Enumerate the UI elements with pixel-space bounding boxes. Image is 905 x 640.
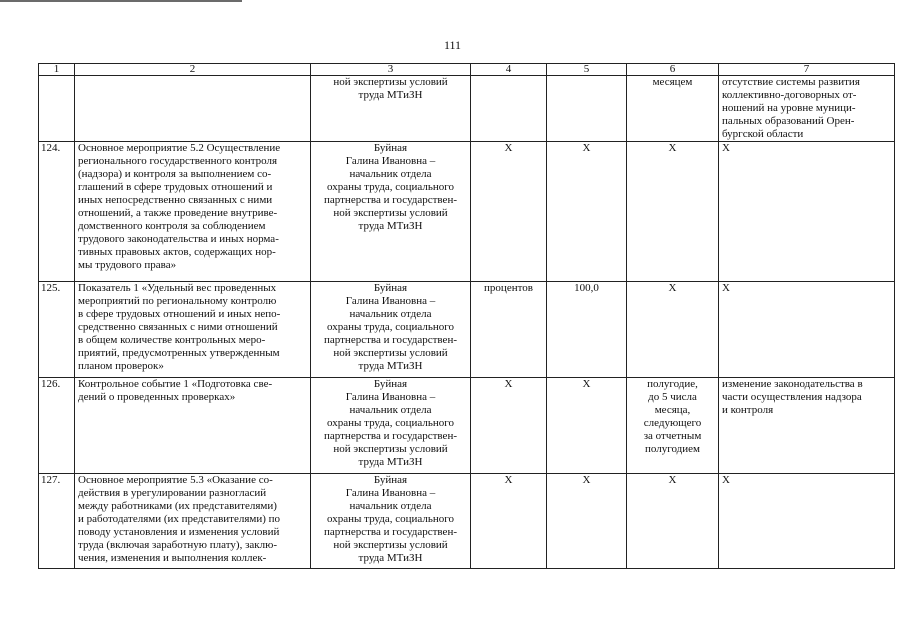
table-row bbox=[39, 474, 895, 569]
cell-text-line: месяцем bbox=[652, 76, 693, 88]
cell-text-line: Х bbox=[668, 474, 677, 486]
cell-text-line: Галина Ивановна – bbox=[345, 391, 436, 403]
cell-text-line: Буйная bbox=[373, 378, 408, 390]
description-cell bbox=[75, 282, 311, 378]
row-number-cell bbox=[39, 76, 75, 142]
row-number-cell: 127. bbox=[39, 474, 75, 569]
responsible-cell bbox=[311, 378, 471, 474]
column-header: 4 bbox=[471, 64, 547, 76]
cell-text-line: начальник отдела bbox=[349, 308, 432, 320]
cell-text-line: Х bbox=[668, 282, 677, 294]
cell-text-line: Контрольное событие 1 «Подготовка све- bbox=[78, 378, 273, 390]
cell-text-line: Основное мероприятие 5.3 «Оказание со- bbox=[78, 474, 273, 486]
cell-text-line: труда МТиЗН bbox=[358, 456, 423, 468]
cell-text-line: иных непосредственно связанных с ними bbox=[78, 194, 273, 206]
page-number: 111 bbox=[443, 38, 462, 52]
top-rule bbox=[0, 0, 242, 2]
cell-text-line: чения, изменения и выполнения коллек- bbox=[78, 552, 267, 564]
cell-text-line: партнерства и государствен- bbox=[324, 526, 457, 538]
cell-text-line: труда МТиЗН bbox=[358, 552, 423, 564]
risks-cell bbox=[719, 378, 895, 474]
cell-text-line: пальных образований Орен- bbox=[722, 115, 855, 127]
cell-text-line: отношений, а также проведение внутриве- bbox=[78, 207, 278, 219]
deadline-cell bbox=[627, 378, 719, 474]
table-row bbox=[39, 378, 895, 474]
cell-text-line: части осуществления надзора bbox=[722, 391, 862, 403]
cell-text-line: приятий, предусмотренных утвержденным bbox=[78, 347, 280, 359]
cell-text-line: партнерства и государствен- bbox=[324, 194, 457, 206]
cell-text-line: ной экспертизы условий bbox=[333, 347, 448, 359]
cell-text-line: за отчетным bbox=[643, 430, 702, 442]
cell-text-line: в общем количестве контрольных меро- bbox=[78, 334, 266, 346]
cell-text-line: Х bbox=[582, 142, 591, 154]
cell-text-line: начальник отдела bbox=[349, 500, 432, 512]
cell-text-line: и работодателями (их представителями) по bbox=[78, 513, 281, 525]
cell-text-line: мы трудового права» bbox=[78, 259, 177, 271]
table-row bbox=[39, 282, 895, 378]
cell-text-line: дений о проведенных проверках» bbox=[78, 391, 236, 403]
value-cell bbox=[547, 474, 627, 569]
cell-text-line: Х bbox=[582, 474, 591, 486]
risks-cell bbox=[719, 142, 895, 282]
value-cell bbox=[547, 76, 627, 142]
row-number-cell: 124. bbox=[39, 142, 75, 282]
cell-text-line: полугодие, bbox=[647, 378, 698, 390]
cell-text-line: трудового законодательства и иных норма- bbox=[78, 233, 279, 245]
unit-cell bbox=[471, 474, 547, 569]
column-header: 5 bbox=[547, 64, 627, 76]
cell-text-line: начальник отдела bbox=[349, 168, 432, 180]
description-cell bbox=[75, 378, 311, 474]
cell-text-line: Х bbox=[582, 378, 591, 390]
column-header: 2 bbox=[75, 64, 311, 76]
cell-text-line: действия в урегулировании разногласий bbox=[78, 487, 267, 499]
cell-text-line: тивных правовых актов, содержащих нор- bbox=[78, 246, 276, 258]
cell-text-line: труда МТиЗН bbox=[358, 89, 423, 101]
cell-text-line: ной экспертизы условий bbox=[333, 207, 448, 219]
cell-text-line: средственно связанных с ними отношений bbox=[78, 321, 278, 333]
cell-text-line: ношений на уровне муници- bbox=[722, 102, 856, 114]
cell-text-line: ной экспертизы условий bbox=[333, 443, 448, 455]
value-cell bbox=[547, 378, 627, 474]
deadline-cell bbox=[627, 474, 719, 569]
deadline-cell bbox=[627, 76, 719, 142]
cell-text-line: Х bbox=[504, 142, 513, 154]
cell-text-line: Х bbox=[504, 378, 513, 390]
cell-text-line: бургской области bbox=[722, 128, 804, 140]
responsible-cell bbox=[311, 282, 471, 378]
column-header: 3 bbox=[311, 64, 471, 76]
table-body bbox=[39, 76, 895, 569]
cell-text-line: Буйная bbox=[373, 474, 408, 486]
responsible-cell bbox=[311, 474, 471, 569]
cell-text-line: партнерства и государствен- bbox=[324, 430, 457, 442]
cell-text-line: регионального государственного контроля bbox=[78, 155, 278, 167]
cell-text-line: процентов bbox=[484, 282, 533, 294]
column-header: 6 bbox=[627, 64, 719, 76]
cell-text-line: Показатель 1 «Удельный вес проведенных bbox=[78, 282, 277, 294]
description-cell bbox=[75, 474, 311, 569]
cell-text-line: Галина Ивановна – bbox=[345, 155, 436, 167]
cell-text-line: Буйная bbox=[373, 282, 408, 294]
cell-text-line: Х bbox=[722, 282, 730, 294]
risks-cell bbox=[719, 474, 895, 569]
table-row bbox=[39, 76, 895, 142]
cell-text-line: охраны труда, социального bbox=[327, 181, 454, 193]
cell-text-line: труда МТиЗН bbox=[358, 360, 423, 372]
cell-text-line: (надзора) и контроля за выполнением со- bbox=[78, 168, 272, 180]
cell-text-line: месяца, bbox=[654, 404, 691, 416]
cell-text-line: между работниками (их представителями) bbox=[78, 500, 277, 512]
cell-text-line: труда МТиЗН bbox=[358, 220, 423, 232]
cell-text-line: полугодием bbox=[645, 443, 700, 455]
cell-text-line: охраны труда, социального bbox=[327, 321, 454, 333]
cell-text-line: до 5 числа bbox=[648, 391, 697, 403]
cell-text-line: Х bbox=[722, 142, 730, 154]
risks-cell bbox=[719, 282, 895, 378]
unit-cell bbox=[471, 76, 547, 142]
cell-text-line: Основное мероприятие 5.2 Осуществление bbox=[78, 142, 281, 154]
cell-text-line: мероприятий по региональному контролю bbox=[78, 295, 277, 307]
cell-text-line: коллективно-договорных от- bbox=[722, 89, 857, 101]
cell-text-line: и контроля bbox=[722, 404, 774, 416]
responsible-cell bbox=[311, 76, 471, 142]
table-row bbox=[39, 142, 895, 282]
row-number-cell: 126. bbox=[39, 378, 75, 474]
unit-cell bbox=[471, 378, 547, 474]
cell-text-line: домственного контроля за соблюдением bbox=[78, 220, 266, 232]
cell-text-line: труда (включая заработную плату), заклю- bbox=[78, 539, 278, 551]
cell-text-line: глашений в сфере трудовых отношений и bbox=[78, 181, 273, 193]
cell-text-line: начальник отдела bbox=[349, 404, 432, 416]
cell-text-line: 100,0 bbox=[574, 282, 599, 294]
column-header-row bbox=[39, 64, 895, 76]
unit-cell bbox=[471, 142, 547, 282]
cell-text-line: охраны труда, социального bbox=[327, 513, 454, 525]
cell-text-line: в сфере трудовых отношений и иных непо- bbox=[78, 308, 281, 320]
unit-cell bbox=[471, 282, 547, 378]
value-cell bbox=[547, 282, 627, 378]
column-header: 7 bbox=[719, 64, 895, 76]
responsible-cell bbox=[311, 142, 471, 282]
cell-text-line: партнерства и государствен- bbox=[324, 334, 457, 346]
cell-text-line: изменение законодательства в bbox=[722, 378, 863, 390]
cell-text-line: следующего bbox=[643, 417, 702, 429]
cell-text-line: ной экспертизы условий bbox=[333, 76, 448, 88]
risks-cell bbox=[719, 76, 895, 142]
column-header: 1 bbox=[39, 64, 75, 76]
cell-text-line: Х bbox=[504, 474, 513, 486]
description-cell bbox=[75, 142, 311, 282]
cell-text-line: охраны труда, социального bbox=[327, 417, 454, 429]
value-cell bbox=[547, 142, 627, 282]
cell-text-line: ной экспертизы условий bbox=[333, 539, 448, 551]
deadline-cell bbox=[627, 282, 719, 378]
document-table bbox=[38, 63, 895, 569]
description-cell bbox=[75, 76, 311, 142]
row-number-cell: 125. bbox=[39, 282, 75, 378]
deadline-cell bbox=[627, 142, 719, 282]
cell-text-line: Галина Ивановна – bbox=[345, 295, 436, 307]
cell-text-line: Галина Ивановна – bbox=[345, 487, 436, 499]
cell-text-line: Х bbox=[722, 474, 730, 486]
cell-text-line: поводу установления и изменения условий bbox=[78, 526, 280, 538]
cell-text-line: отсутствие системы развития bbox=[722, 76, 860, 88]
cell-text-line: планом проверок» bbox=[78, 360, 164, 372]
cell-text-line: Х bbox=[668, 142, 677, 154]
cell-text-line: Буйная bbox=[373, 142, 408, 154]
